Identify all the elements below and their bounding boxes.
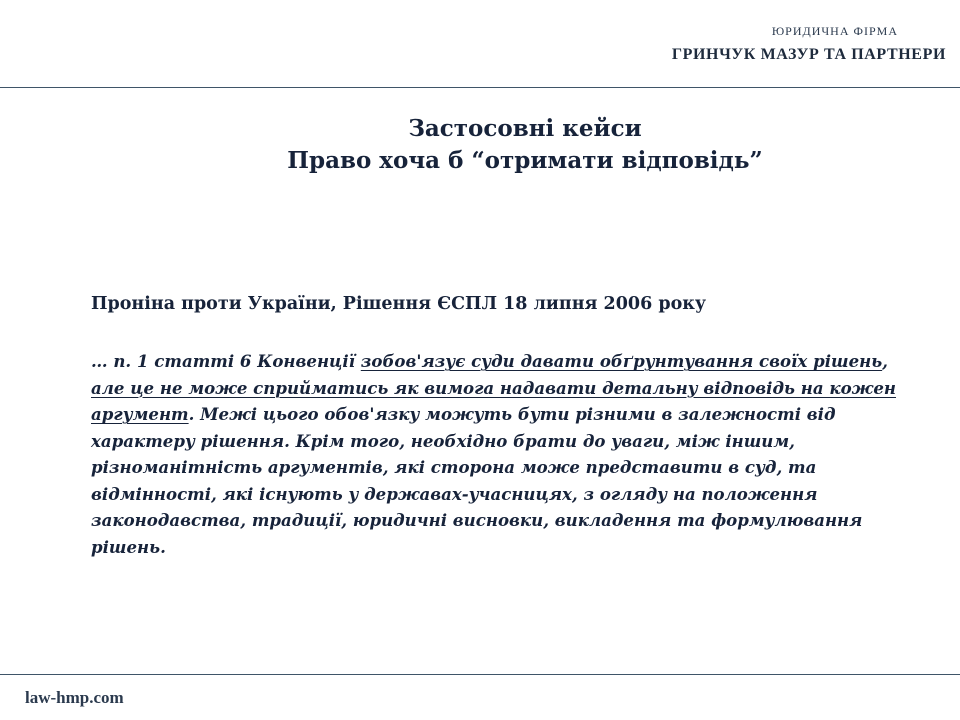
case-quote (91, 348, 899, 560)
slide-title-line-2: Право хоча б “отримати відповідь” (287, 147, 763, 174)
footer-divider (0, 674, 960, 675)
slide-title-line-1: Застосовні кейси (408, 115, 642, 142)
quote-text-1: … п. 1 статті 6 Конвенції (91, 351, 361, 371)
quote-underlined-1: зобов'язує суди давати обґрунтування своїх рішень (360, 351, 883, 371)
quote-text-3: . Межі цього обов'язку можуть бути різними в залежності від характеру рішення. Крім того, необхідно брати до уваги, між іншим, різноманітність аргументів, які сторона може представити в суд, та відмінності, які існують у державах-учасницях, з огляду на положення законодавства, традиції, юридичні висновки, викладення та формулювання рішень. (91, 404, 863, 557)
quote-underlined-2: але це не може сприйматись як вимога надавати детальну відповідь на кожен аргумент (91, 377, 896, 424)
firm-subtitle: ЮРИДИЧНА ФІРМА (771, 24, 898, 38)
footer-website: law-hmp.com (25, 688, 124, 707)
slide-title (200, 113, 850, 177)
firm-name: ГРИНЧУК МАЗУР ТА ПАРТНЕРИ (671, 46, 946, 63)
header-divider (0, 87, 960, 88)
quote-text-2: , (882, 351, 888, 371)
case-heading: Проніна проти України, Рішення ЄСПЛ 18 липня 2006 року (91, 294, 707, 314)
